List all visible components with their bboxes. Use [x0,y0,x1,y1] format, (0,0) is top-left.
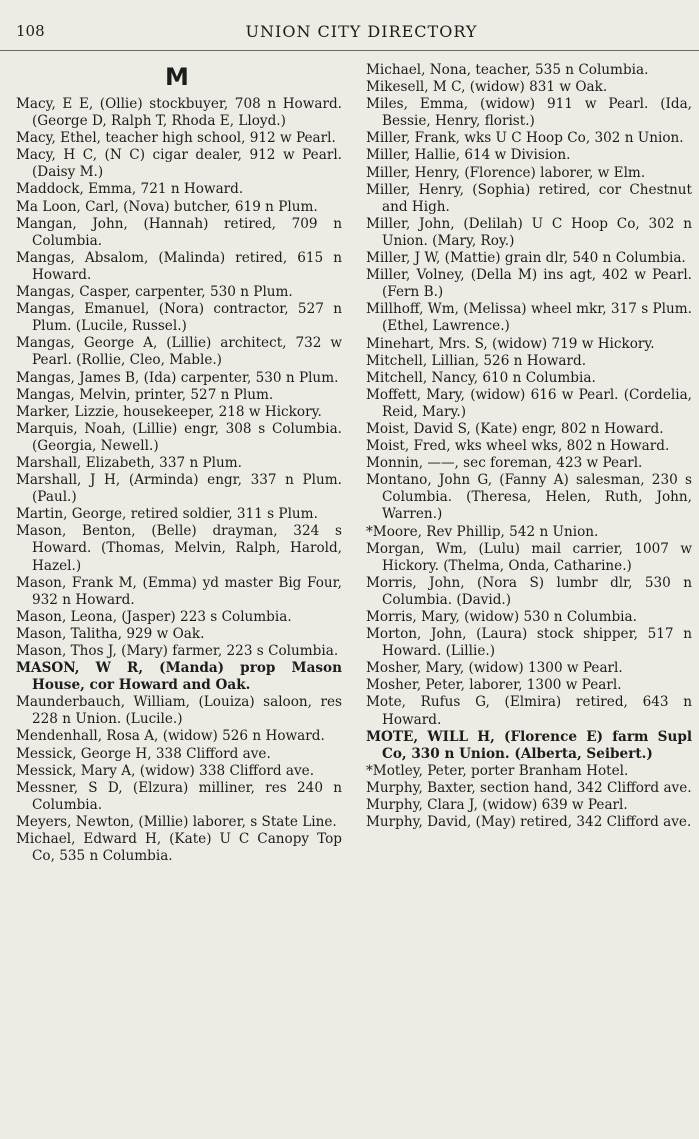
directory-entry: Mason, Frank M, (Emma) yd master Big Four, 932 n Howard. [16,574,342,608]
directory-entry: Maddock, Emma, 721 n Howard. [16,181,244,198]
directory-entry: Morton, John, (Laura) stock shipper, 517 n Howard. (Lillie.) [366,626,692,660]
directory-entry: Marker, Lizzie, housekeeper, 218 w Hickory. [16,403,322,420]
directory-entry: Macy, E E, (Ollie) stockbuyer, 708 n Howard. (George D, Ralph T, Rhoda E, Lloyd.) [16,96,342,130]
directory-entry: Macy, H C, (N C) cigar dealer, 912 w Pearl. (Daisy M.) [16,147,342,181]
directory-entry: Marshall, Elizabeth, 337 n Plum. [16,454,242,471]
directory-entry: Montano, John G, (Fanny A) salesman, 230 s Columbia. (Theresa, Helen, Ruth, John, Warren.) [366,472,692,523]
directory-entry: Michael, Edward H, (Kate) U C Canopy Top Co, 535 n Columbia. [16,831,342,865]
directory-entry: Marquis, Noah, (Lillie) engr, 308 s Columbia. (Georgia, Newell.) [16,420,342,454]
directory-entry: Meyers, Newton, (Millie) laborer, s State Line. [16,813,337,830]
directory-entry: Murphy, Baxter, section hand, 342 Clifford ave. [366,779,692,796]
page-number: 108 [16,22,45,40]
directory-entry: Mason, Leona, (Jasper) 223 s Columbia. [16,608,292,625]
directory-entry: Miller, Volney, (Della M) ins agt, 402 w Pearl. (Fern B.) [366,267,692,301]
directory-entry: Mangas, Casper, carpenter, 530 n Plum. [16,284,293,301]
directory-entry: Minehart, Mrs. S, (widow) 719 w Hickory. [366,335,655,352]
directory-entry: *Motley, Peter, porter Branham Hotel. [366,762,629,779]
directory-entry: Marshall, J H, (Arminda) engr, 337 n Plum. (Paul.) [16,472,342,506]
right-column [362,62,692,831]
section-letter: M [165,63,189,91]
directory-entry: Mason, Benton, (Belle) drayman, 324 s Howard. (Thomas, Melvin, Ralph, Harold, Hazel.) [16,523,342,574]
directory-entry: *Moore, Rev Phillip, 542 n Union. [366,523,599,540]
directory-entry: Messick, Mary A, (widow) 338 Clifford ave. [16,762,315,779]
directory-entry: Mosher, Peter, laborer, 1300 w Pearl. [366,677,622,694]
directory-entry: Mason, Talitha, 929 w Oak. [16,625,205,642]
left-entries [12,96,342,865]
directory-entry: MASON, W R, (Manda) prop Mason House, cor Howard and Oak. [16,660,342,694]
directory-entry: Murphy, Clara J, (widow) 639 w Pearl. [366,797,628,814]
directory-entry: Miller, Henry, (Florence) laborer, w Elm. [366,164,646,181]
directory-entry: Mangas, George A, (Lillie) architect, 732 w Pearl. (Rollie, Cleo, Mable.) [16,335,342,369]
directory-entry: Mitchell, Lillian, 526 n Howard. [366,352,587,369]
directory-entry: Mangas, Melvin, printer, 527 n Plum. [16,386,274,403]
directory-entry: Murphy, David, (May) retired, 342 Clifford ave. [366,814,692,831]
directory-entry: Mitchell, Nancy, 610 n Columbia. [366,369,596,386]
running-title: UNION CITY DIRECTORY [245,22,478,41]
directory-entry: Moffett, Mary, (widow) 616 w Pearl. (Cordelia, Reid, Mary.) [366,386,692,420]
directory-entry: Morris, John, (Nora S) lumbr dlr, 530 n Columbia. (David.) [366,574,692,608]
directory-entry: Miller, Henry, (Sophia) retired, cor Chestnut and High. [366,181,692,215]
directory-entry: Miller, J W, (Mattie) grain dlr, 540 n Columbia. [366,250,686,267]
directory-entry: Morgan, Wm, (Lulu) mail carrier, 1007 w Hickory. (Thelma, Onda, Catharine.) [366,540,692,574]
directory-entry: Mikesell, M C, (widow) 831 w Oak. [366,79,608,96]
directory-entry: Moist, Fred, wks wheel wks, 802 n Howard. [366,438,670,455]
directory-entry: Miles, Emma, (widow) 911 w Pearl. (Ida, Bessie, Henry, florist.) [366,96,692,130]
directory-entry: Monnin, ——, sec foreman, 423 w Pearl. [366,455,643,472]
directory-entry: Mosher, Mary, (widow) 1300 w Pearl. [366,660,623,677]
directory-entry: Millhoff, Wm, (Melissa) wheel mkr, 317 s Plum. (Ethel, Lawrence.) [366,301,692,335]
directory-entry: Messick, George H, 338 Clifford ave. [16,745,271,762]
directory-entry: Mason, Thos J, (Mary) farmer, 223 s Columbia. [16,643,339,659]
directory-entry: Maunderbauch, William, (Louiza) saloon, res 228 n Union. (Lucile.) [16,694,342,728]
directory-entry: Mangas, Absalom, (Malinda) retired, 615 n Howard. [16,249,342,283]
left-column [12,62,342,865]
directory-entry: Martin, George, retired soldier, 311 s Plum. [16,506,318,523]
directory-entry: Miller, John, (Delilah) U C Hoop Co, 302 n Union. (Mary, Roy.) [366,215,692,249]
directory-entry: Mote, Rufus G, (Elmira) retired, 643 n Howard. [366,694,692,728]
directory-entry: Moist, David S, (Kate) engr, 802 n Howard. [366,420,664,437]
directory-entry: MOTE, WILL H, (Florence E) farm Supl Co, 330 n Union. (Alberta, Seibert.) [366,728,692,762]
page-header [0,18,699,51]
directory-entry: Ma Loon, Carl, (Nova) butcher, 619 n Plum. [16,198,318,215]
right-entries [362,62,692,831]
directory-entry: Morris, Mary, (widow) 530 n Columbia. [366,609,637,625]
directory-entry: Messner, S D, (Elzura) milliner, res 240 n Columbia. [16,779,342,813]
directory-entry: Mendenhall, Rosa A, (widow) 526 n Howard. [16,728,325,745]
directory-entry: Mangas, James B, (Ida) carpenter, 530 n Plum. [16,369,339,386]
directory-entry: Miller, Hallie, 614 w Division. [366,147,571,164]
directory-entry: Mangas, Emanuel, (Nora) contractor, 527 n Plum. (Lucile, Russel.) [16,301,342,335]
directory-entry: Mangan, John, (Hannah) retired, 709 n Columbia. [16,215,342,249]
directory-entry: Macy, Ethel, teacher high school, 912 w Pearl. [16,130,336,147]
directory-entry: Miller, Frank, wks U C Hoop Co, 302 n Union. [366,130,684,147]
directory-entry: Michael, Nona, teacher, 535 n Columbia. [366,62,649,78]
